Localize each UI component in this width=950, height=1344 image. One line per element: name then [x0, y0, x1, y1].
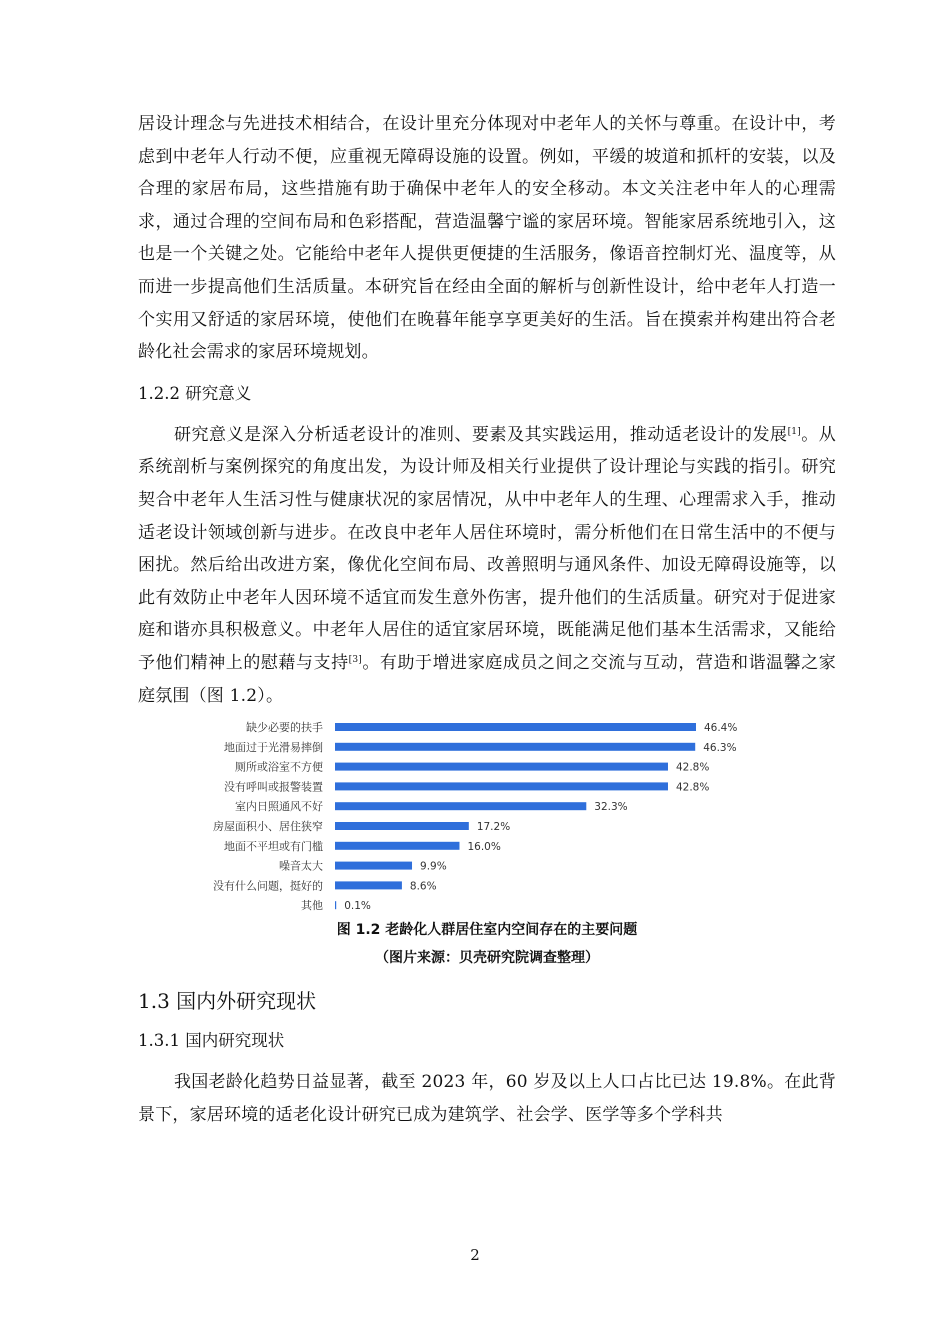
category-label: 其他 [301, 899, 323, 913]
value-label: 46.3% [703, 741, 737, 754]
paragraph-domestic-research: 我国老龄化趋势日益显著，截至 2023 年，60 岁及以上人口占比已达 19.8%。在此背景下，家居环境的适老化设计研究已成为建筑学、社会学、医学等多个学科共 [138, 1072, 836, 1125]
bar [335, 862, 412, 870]
figure-caption: 图 1.2 老龄化人群居住室内空间存在的主要问题 [336, 922, 638, 939]
category-label: 缺少必要的扶手 [246, 721, 323, 735]
bar-chart [138, 718, 836, 918]
category-label: 厕所或浴室不方便 [235, 760, 323, 774]
category-label: 室内日照通风不好 [235, 800, 323, 814]
value-label: 42.8% [675, 761, 710, 774]
figure-1-2 [138, 718, 836, 918]
category-label: 地面过于光滑易摔倒 [224, 740, 323, 754]
value-label: 42.8% [675, 781, 710, 794]
paragraph-intro-continued: 居设计理念与先进技术相结合，在设计里充分体现对中老年人的关怀与尊重。在设计中，考虑到中老年人行动不便，应重视无障碍设施的设置。例如，平缓的坡道和抓杆的安装，以及合理的家居布局，这些措施有助于确保中老年人的安全移动。本文关注老中年人的心理需求，通过合理的空间布局和色彩搭配，营造温馨宁谧的家居环境。智能家居系统地引入，这也是一个关键之处。它能给中老年人提供更便捷的生活服务，像语音控制灯光、温度等，从而进一步提高他们生活质量。本研究旨在经由全面的解析与创新性设计，给中老年人打造一个实用又舒适的家居环境，使他们在晚暮年能享享更美好的生活。旨在摸索并构建出符合老龄化社会需求的家居环境规划。 [138, 114, 836, 363]
bar [335, 901, 336, 909]
chart-layer [213, 720, 737, 912]
bar [335, 802, 586, 810]
category-label: 噪音太大 [279, 859, 323, 873]
paragraph-text-a: 研究意义是深入分析适老设计的准则、要素及其实践运用，推动适老设计的发展 [174, 424, 788, 445]
paragraph-text-c: 。有助于增进家庭成员之间之交流与互动，营造和谐温馨之家庭氛围（图 1.2）。 [138, 652, 836, 706]
section-heading-1-2-2: 1.2.2 研究意义 [138, 383, 252, 403]
citation-ref-1[interactable]: [1] [787, 426, 801, 437]
bar [335, 743, 695, 751]
value-label: 32.3% [594, 801, 628, 814]
category-label: 没有呼叫或报警装置 [224, 780, 323, 794]
paragraph-research-significance [138, 419, 836, 712]
value-label: 0.1% [344, 900, 371, 913]
bar [335, 881, 402, 889]
bar [335, 782, 668, 790]
bar [335, 822, 469, 830]
section-heading-1-3: 1.3 国内外研究现状 [138, 989, 317, 1014]
value-label: 8.6% [409, 880, 437, 893]
category-label: 没有什么问题，挺好的 [213, 879, 323, 893]
bar [335, 723, 696, 731]
section-heading-1-3-1: 1.3.1 国内研究现状 [138, 1031, 285, 1051]
value-label: 17.2% [476, 821, 511, 834]
category-label: 地面不平坦或有门槛 [224, 839, 323, 853]
bar [335, 842, 459, 850]
citation-ref-3[interactable]: [3] [348, 654, 363, 665]
page-content [138, 108, 836, 1131]
category-label: 房屋面积小、居住狭窄 [213, 820, 323, 834]
bar [335, 763, 668, 771]
paragraph-text-b: 。从系统剖析与案例探究的角度出发，为设计师及相关行业提供了设计理论与实践的指引。研究契合中老年人生活习性与健康状况的家居情况，从中中老年人的生理、心理需求入手，推动适老设计领域创新与进步。在改良中老年人居住环境时，需分析他们在日常生活中的不便与困扰。然后给出改进方案，像优化空间布局、改善照明与通风条件、加设无障碍设施等，以此有效防止中老年人因环境不适宜而发生意外伤害，提升他们的生活质量。研究对于促进家庭和谐亦具积极意义。中老年人居住的适宜家居环境，既能满足他们基本生活需求，又能给予他们精神上的慰藉与支持 [138, 424, 836, 673]
value-label: 46.4% [703, 722, 738, 735]
value-label: 16.0% [467, 840, 501, 853]
page-number: 2 [470, 1246, 480, 1264]
value-label: 9.9% [420, 860, 447, 873]
figure-source: （图片来源：贝壳研究院调查整理） [375, 950, 599, 967]
